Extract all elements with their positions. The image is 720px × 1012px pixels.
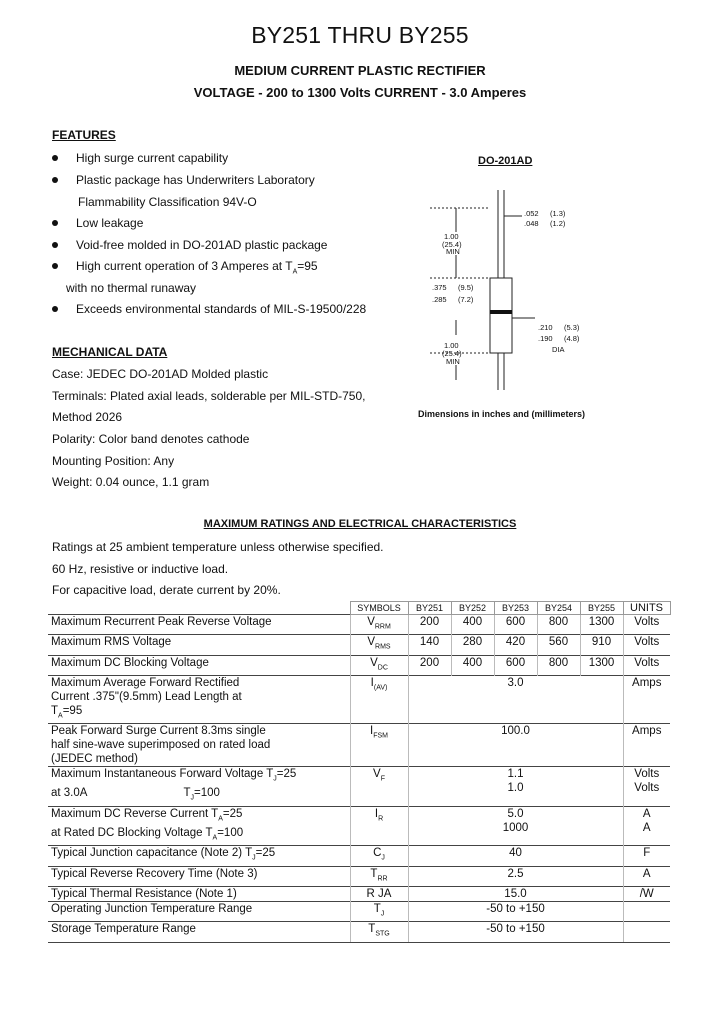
- table-header-row: [48, 602, 670, 615]
- mechanical-line: Method 2026: [52, 410, 123, 424]
- table-row: Maximum DC Blocking Voltage $V_{DC}$ 200 400 600 800 1300 Volts: [48, 655, 670, 675]
- dimension-note: Dimensions in inches and (millimeters): [418, 409, 586, 419]
- ratings-note: For capacitive load, derate current by 20%.: [52, 583, 281, 597]
- feature-item: High surge current capability: [52, 151, 228, 165]
- dim-lead-length-mm-2: (25.4): [442, 349, 462, 358]
- voltage-current-line: VOLTAGE - 200 to 1300 Volts CURRENT - 3.0 Amperes: [193, 85, 527, 100]
- col-header: BY255: [580, 602, 623, 615]
- dim-body-dia-max: .210: [538, 323, 553, 332]
- cathode-band: [490, 310, 512, 314]
- col-header: SYMBOLS: [350, 602, 408, 615]
- bullet-icon: [52, 263, 58, 269]
- dim-lead-dia-max-mm: (1.3): [550, 209, 566, 218]
- page-title: BY251 THRU BY255: [251, 22, 469, 48]
- table-row: Maximum Instantaneous Forward Voltage $T_J=25$ at 3.0A $T_J=100$ $V_F$ 1.1 1.0 Volts Volts: [48, 767, 670, 807]
- dim-body-len-min: .285: [432, 295, 447, 304]
- dim-dia-label: DIA: [552, 345, 565, 354]
- col-header: BY253: [494, 602, 537, 615]
- dim-lead-dia-min: .048: [524, 219, 539, 228]
- dim-body-dia-min: .190: [538, 334, 553, 343]
- feature-item: Low leakage: [52, 216, 143, 230]
- col-header: UNITS: [623, 602, 670, 615]
- bullet-icon: [52, 242, 58, 248]
- dim-lead-dia-max: .052: [524, 209, 539, 218]
- bullet-icon: [52, 220, 58, 226]
- feature-item-continued: with no thermal runaway: [66, 281, 197, 295]
- dim-min-label: MIN: [446, 247, 460, 256]
- table-row: Maximum Recurrent Peak Reverse Voltage $V_{RRM}$ 200 400 600 800 1300 Volts: [48, 615, 670, 635]
- mechanical-heading: MECHANICAL DATA: [52, 345, 168, 359]
- dim-body-dia-max-mm: (5.3): [564, 323, 580, 332]
- feature-item: Void-free molded in DO-201AD plastic package: [52, 238, 327, 252]
- dim-body-dia-min-mm: (4.8): [564, 334, 580, 343]
- dim-min-label-2: MIN: [446, 357, 460, 366]
- table-row: Maximum DC Reverse Current $T_A=25$ at Rated DC Blocking Voltage $T_A=100$ $I_R$ 5.0 1000 A A: [48, 806, 670, 846]
- mechanical-line: Weight: 0.04 ounce, 1.1 gram: [52, 475, 210, 489]
- mechanical-line: Polarity: Color band denotes cathode: [52, 432, 250, 446]
- dim-lead-length-2: 1.00: [444, 341, 459, 350]
- mechanical-line: Terminals: Plated axial leads, solderable per MIL-STD-750,: [52, 389, 366, 403]
- bullet-icon: [52, 177, 58, 183]
- dim-lead-length-mm: (25.4): [442, 240, 462, 249]
- feature-item: Exceeds environmental standards of MIL-S-19500/228: [52, 302, 366, 316]
- col-header: BY254: [537, 602, 580, 615]
- feature-item-continued: Flammability Classification 94V-O: [78, 195, 257, 209]
- product-subtitle: MEDIUM CURRENT PLASTIC RECTIFIER: [234, 63, 486, 78]
- table-row: Typical Junction capacitance (Note 2) $T_J=25$ $C_J$ 40 F: [48, 846, 670, 866]
- ratings-note: 60 Hz, resistive or inductive load.: [52, 562, 229, 576]
- features-heading: FEATURES: [52, 128, 116, 142]
- bullet-icon: [52, 306, 58, 312]
- ratings-table: [48, 601, 671, 943]
- col-header: BY251: [408, 602, 451, 615]
- dim-lead-length: 1.00: [444, 232, 459, 241]
- feature-item: Plastic package has Underwriters Laboratory: [52, 173, 315, 187]
- col-header: BY252: [451, 602, 494, 615]
- feature-item: High current operation of 3 Amperes at $T_A=95$: [52, 259, 318, 275]
- bullet-icon: [52, 155, 58, 161]
- dim-body-len-max-mm: (9.5): [458, 283, 474, 292]
- ratings-note: Ratings at 25 ambient temperature unless otherwise specified.: [52, 540, 384, 554]
- table-row: Peak Forward Surge Current 8.3ms single half sine-wave superimposed on rated load (JEDEC method) $I_{FSM}$ 100.0 Amps: [48, 724, 670, 767]
- table-row: Operating Junction Temperature Range $T_J$ -50 to +150: [48, 901, 670, 921]
- mechanical-line: Case: JEDEC DO-201AD Molded plastic: [52, 367, 269, 381]
- package-outline-diagram: [410, 190, 610, 390]
- package-name: DO-201AD: [478, 155, 533, 167]
- table-row: Typical Reverse Recovery Time (Note 3) $T_{RR}$ 2.5 A: [48, 866, 670, 886]
- table-row: Maximum RMS Voltage $V_{RMS}$ 140 280 420 560 910 Volts: [48, 635, 670, 655]
- dim-body-len-min-mm: (7.2): [458, 295, 474, 304]
- dim-lead-dia-min-mm: (1.2): [550, 219, 566, 228]
- table-row: Maximum Average Forward Rectified Current .375"(9.5mm) Lead Length at $T_A=95$ $I_{(AV)}$ 3.0 Amps: [48, 675, 670, 723]
- table-row: Typical Thermal Resistance (Note 1) R JA 15.0 /W: [48, 886, 670, 901]
- ratings-heading: MAXIMUM RATINGS AND ELECTRICAL CHARACTERISTICS: [203, 518, 517, 530]
- dim-body-len-max: .375: [432, 283, 447, 292]
- mechanical-line: Mounting Position: Any: [52, 454, 175, 468]
- table-row: Storage Temperature Range $T_{STG}$ -50 to +150: [48, 922, 670, 942]
